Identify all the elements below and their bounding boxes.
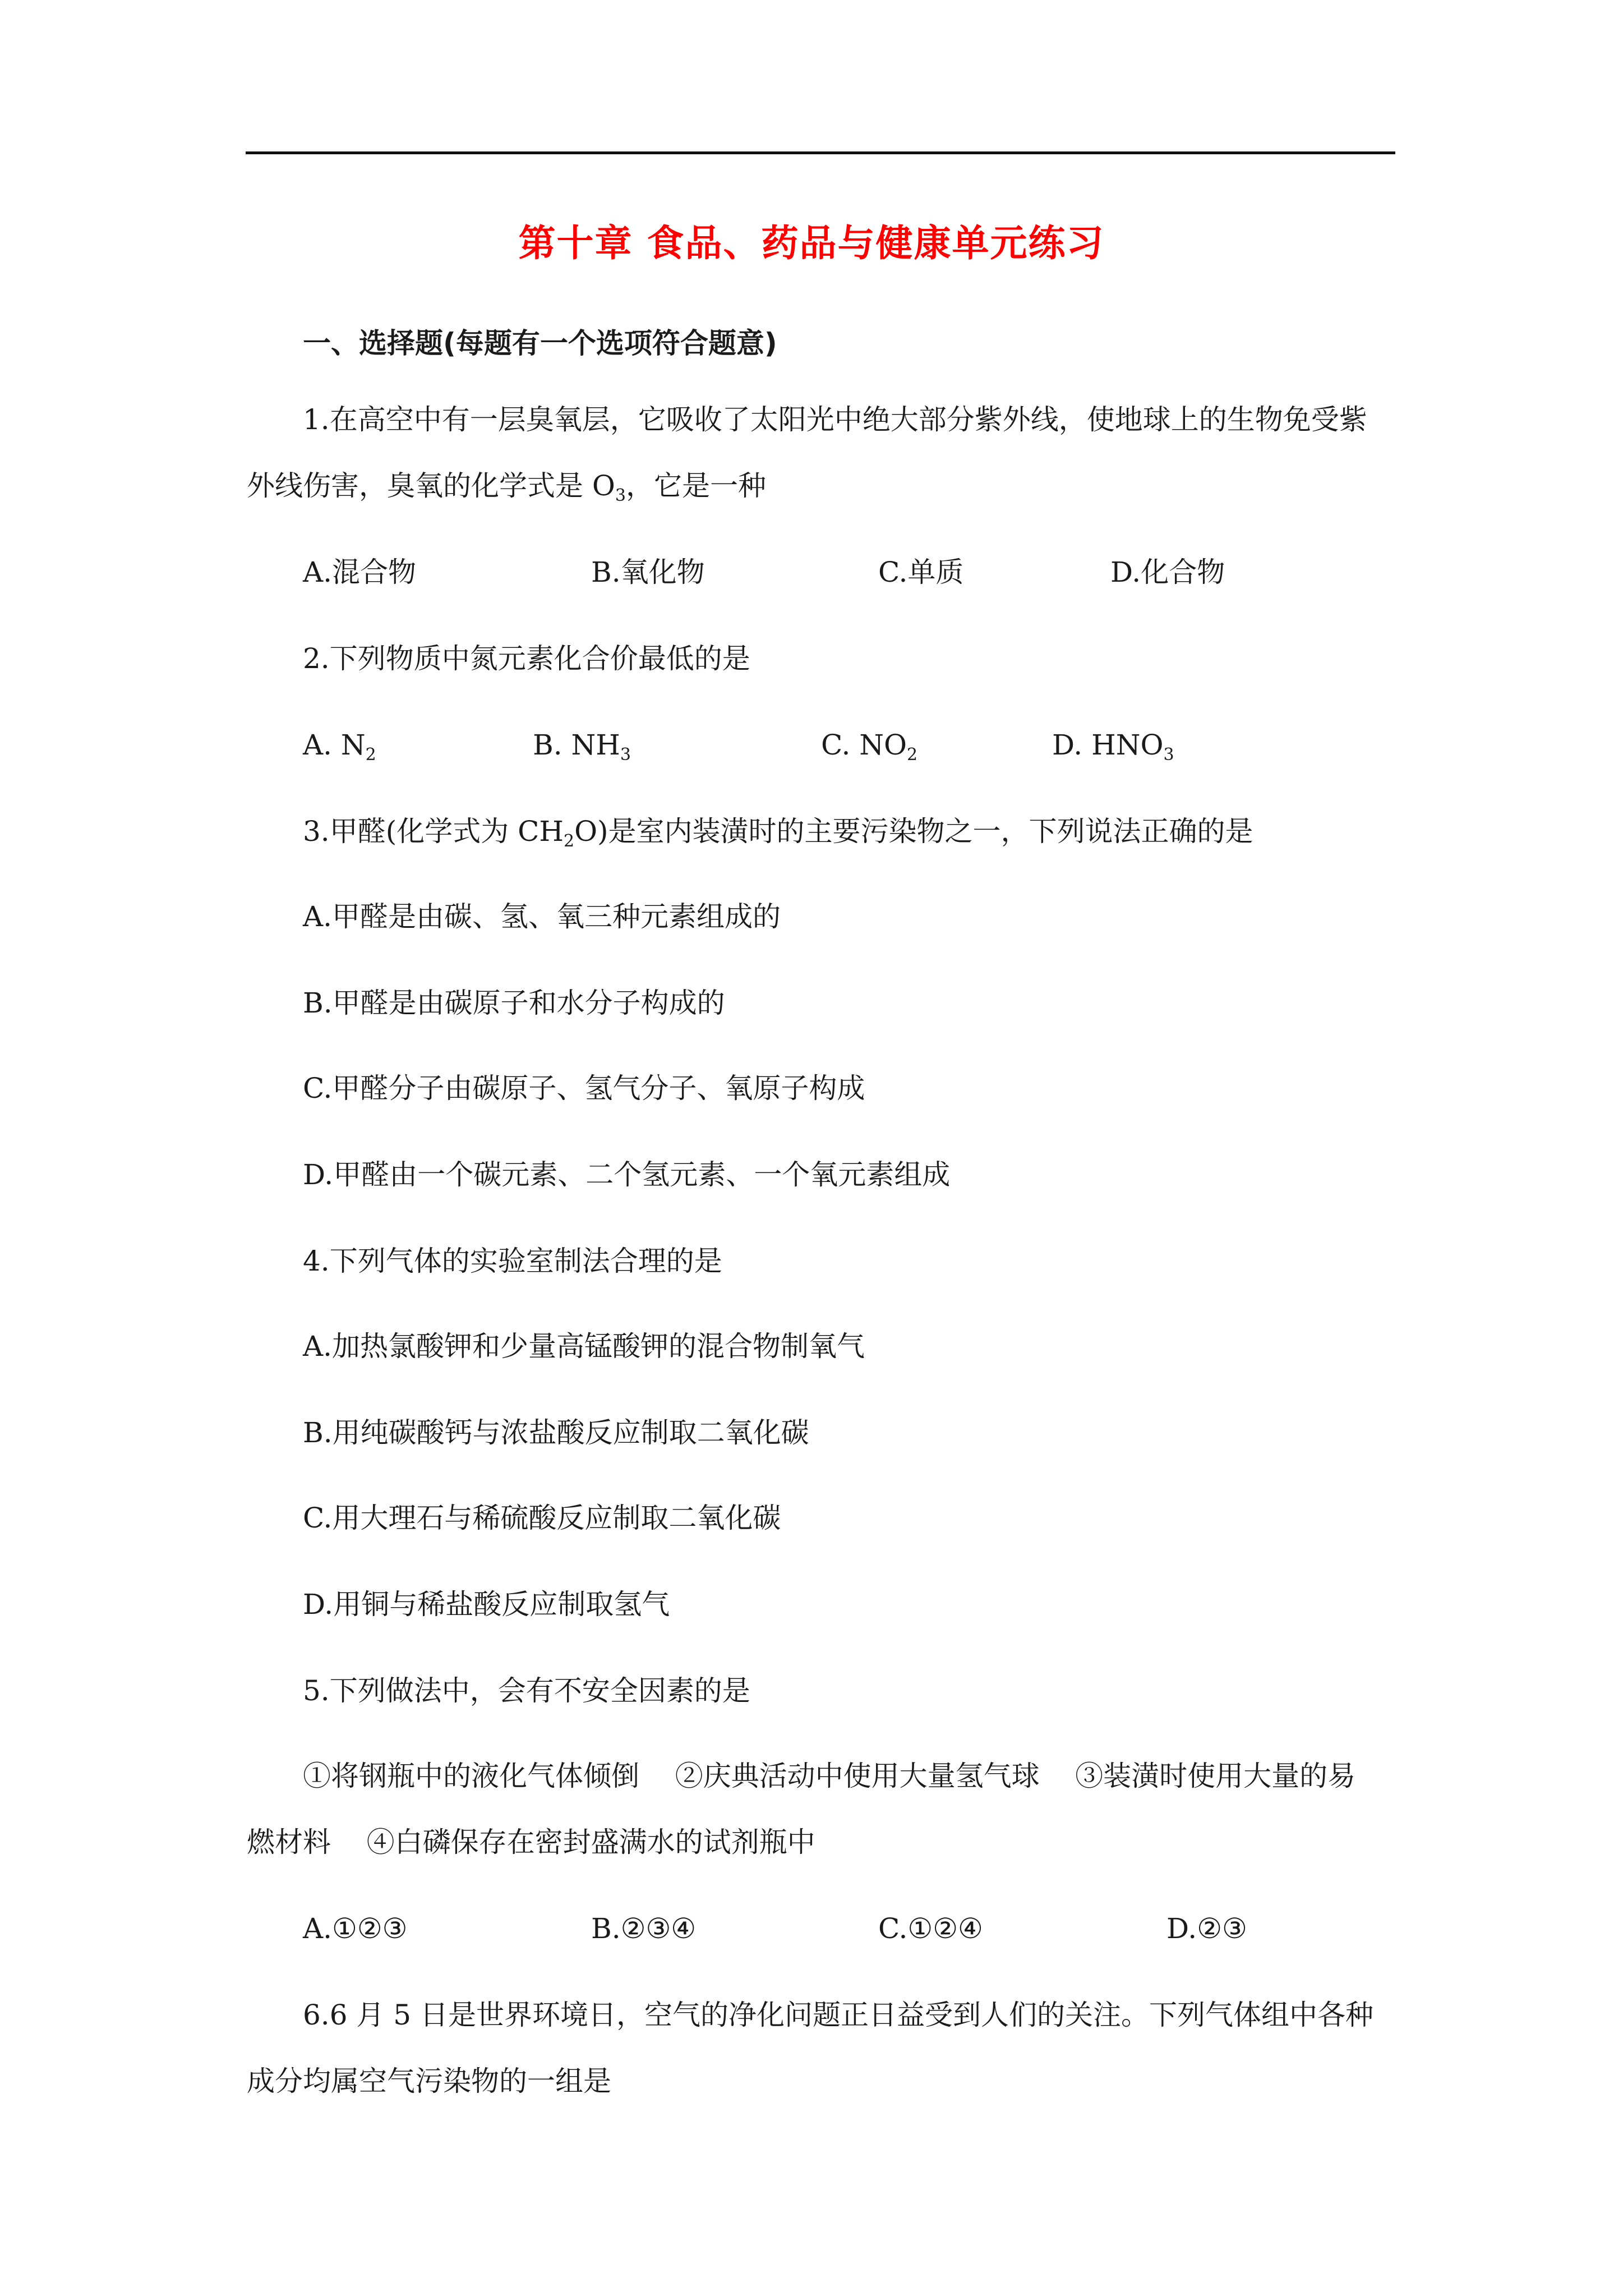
question-3-stem: 3.甲醛(化学式为 $CH_2O$)是室内装潢时的主要污染物之一，下列说法正确的是 [303,815,1253,851]
question-1-line-1: 1.在高空中有一层臭氧层，它吸收了太阳光中绝大部分紫外线，使地球上的生物免受紫 [303,403,1367,436]
question-6-line-1: 6.6 月 5 日是世界环境日，空气的净化问题正日益受到人们的关注。下列气体组中各种 [303,1999,1374,2031]
question-3-option-a: A.甲醛是由碳、氢、氧三种元素组成的 [303,900,781,933]
question-1-option-c: C.单质 [878,556,964,588]
page-title: 第十章 食品、药品与健康单元练习 [518,222,1105,265]
question-3-option-d: D.甲醛由一个碳元素、二个氢元素、一个氧元素组成 [303,1158,951,1191]
question-2-stem: 2.下列物质中氮元素化合价最低的是 [303,642,750,675]
question-5-option-d: D.②③ [1166,1912,1247,1945]
question-4-option-c: C.用大理石与稀硫酸反应制取二氧化碳 [303,1502,781,1534]
question-6-line-2: 成分均属空气污染物的一组是 [247,2065,611,2097]
question-5-option-b: B.②③④ [591,1912,697,1945]
question-4-option-d: D.用铜与稀盐酸反应制取氢气 [303,1588,670,1621]
question-5-stem: 5.下列做法中，会有不安全因素的是 [303,1674,750,1707]
question-4-option-a: A.加热氯酸钾和少量高锰酸钾的混合物制氧气 [303,1330,865,1363]
question-3-option-c: C.甲醛分子由碳原子、氢气分子、氧原子构成 [303,1072,865,1105]
header-rule [246,151,1395,154]
question-5-option-a: A.①②③ [303,1912,408,1945]
question-1-option-b: B.氧化物 [591,556,705,588]
question-5-option-c: C.①②④ [878,1912,983,1945]
question-2-option-c: C. $NO_2$ [821,729,918,765]
question-1-option-d: D.化合物 [1110,556,1225,588]
section-heading: 一、选择题(每题有一个选项符合题意) [303,327,777,360]
question-2-option-d: D. $HNO_3$ [1052,729,1174,765]
question-4-stem: 4.下列气体的实验室制法合理的是 [303,1245,722,1277]
question-1-line-2: 外线伤害，臭氧的化学式是 $O_3$，它是一种 [247,470,766,505]
question-2-option-a: A. $N_2$ [303,729,376,765]
question-5-items-line-2: 燃材料 ④白磷保存在密封盛满水的试剂瓶中 [247,1826,815,1858]
question-3-option-b: B.甲醛是由碳原子和水分子构成的 [303,987,725,1019]
question-2-option-b: B. $NH_3$ [533,729,631,765]
question-1-option-a: A.混合物 [303,556,417,588]
question-5-items-line-1: ①将钢瓶中的液化气体倾倒 ②庆典活动中使用大量氢气球 ③装潢时使用大量的易 [303,1760,1356,1792]
question-4-option-b: B.用纯碳酸钙与浓盐酸反应制取二氧化碳 [303,1416,809,1449]
